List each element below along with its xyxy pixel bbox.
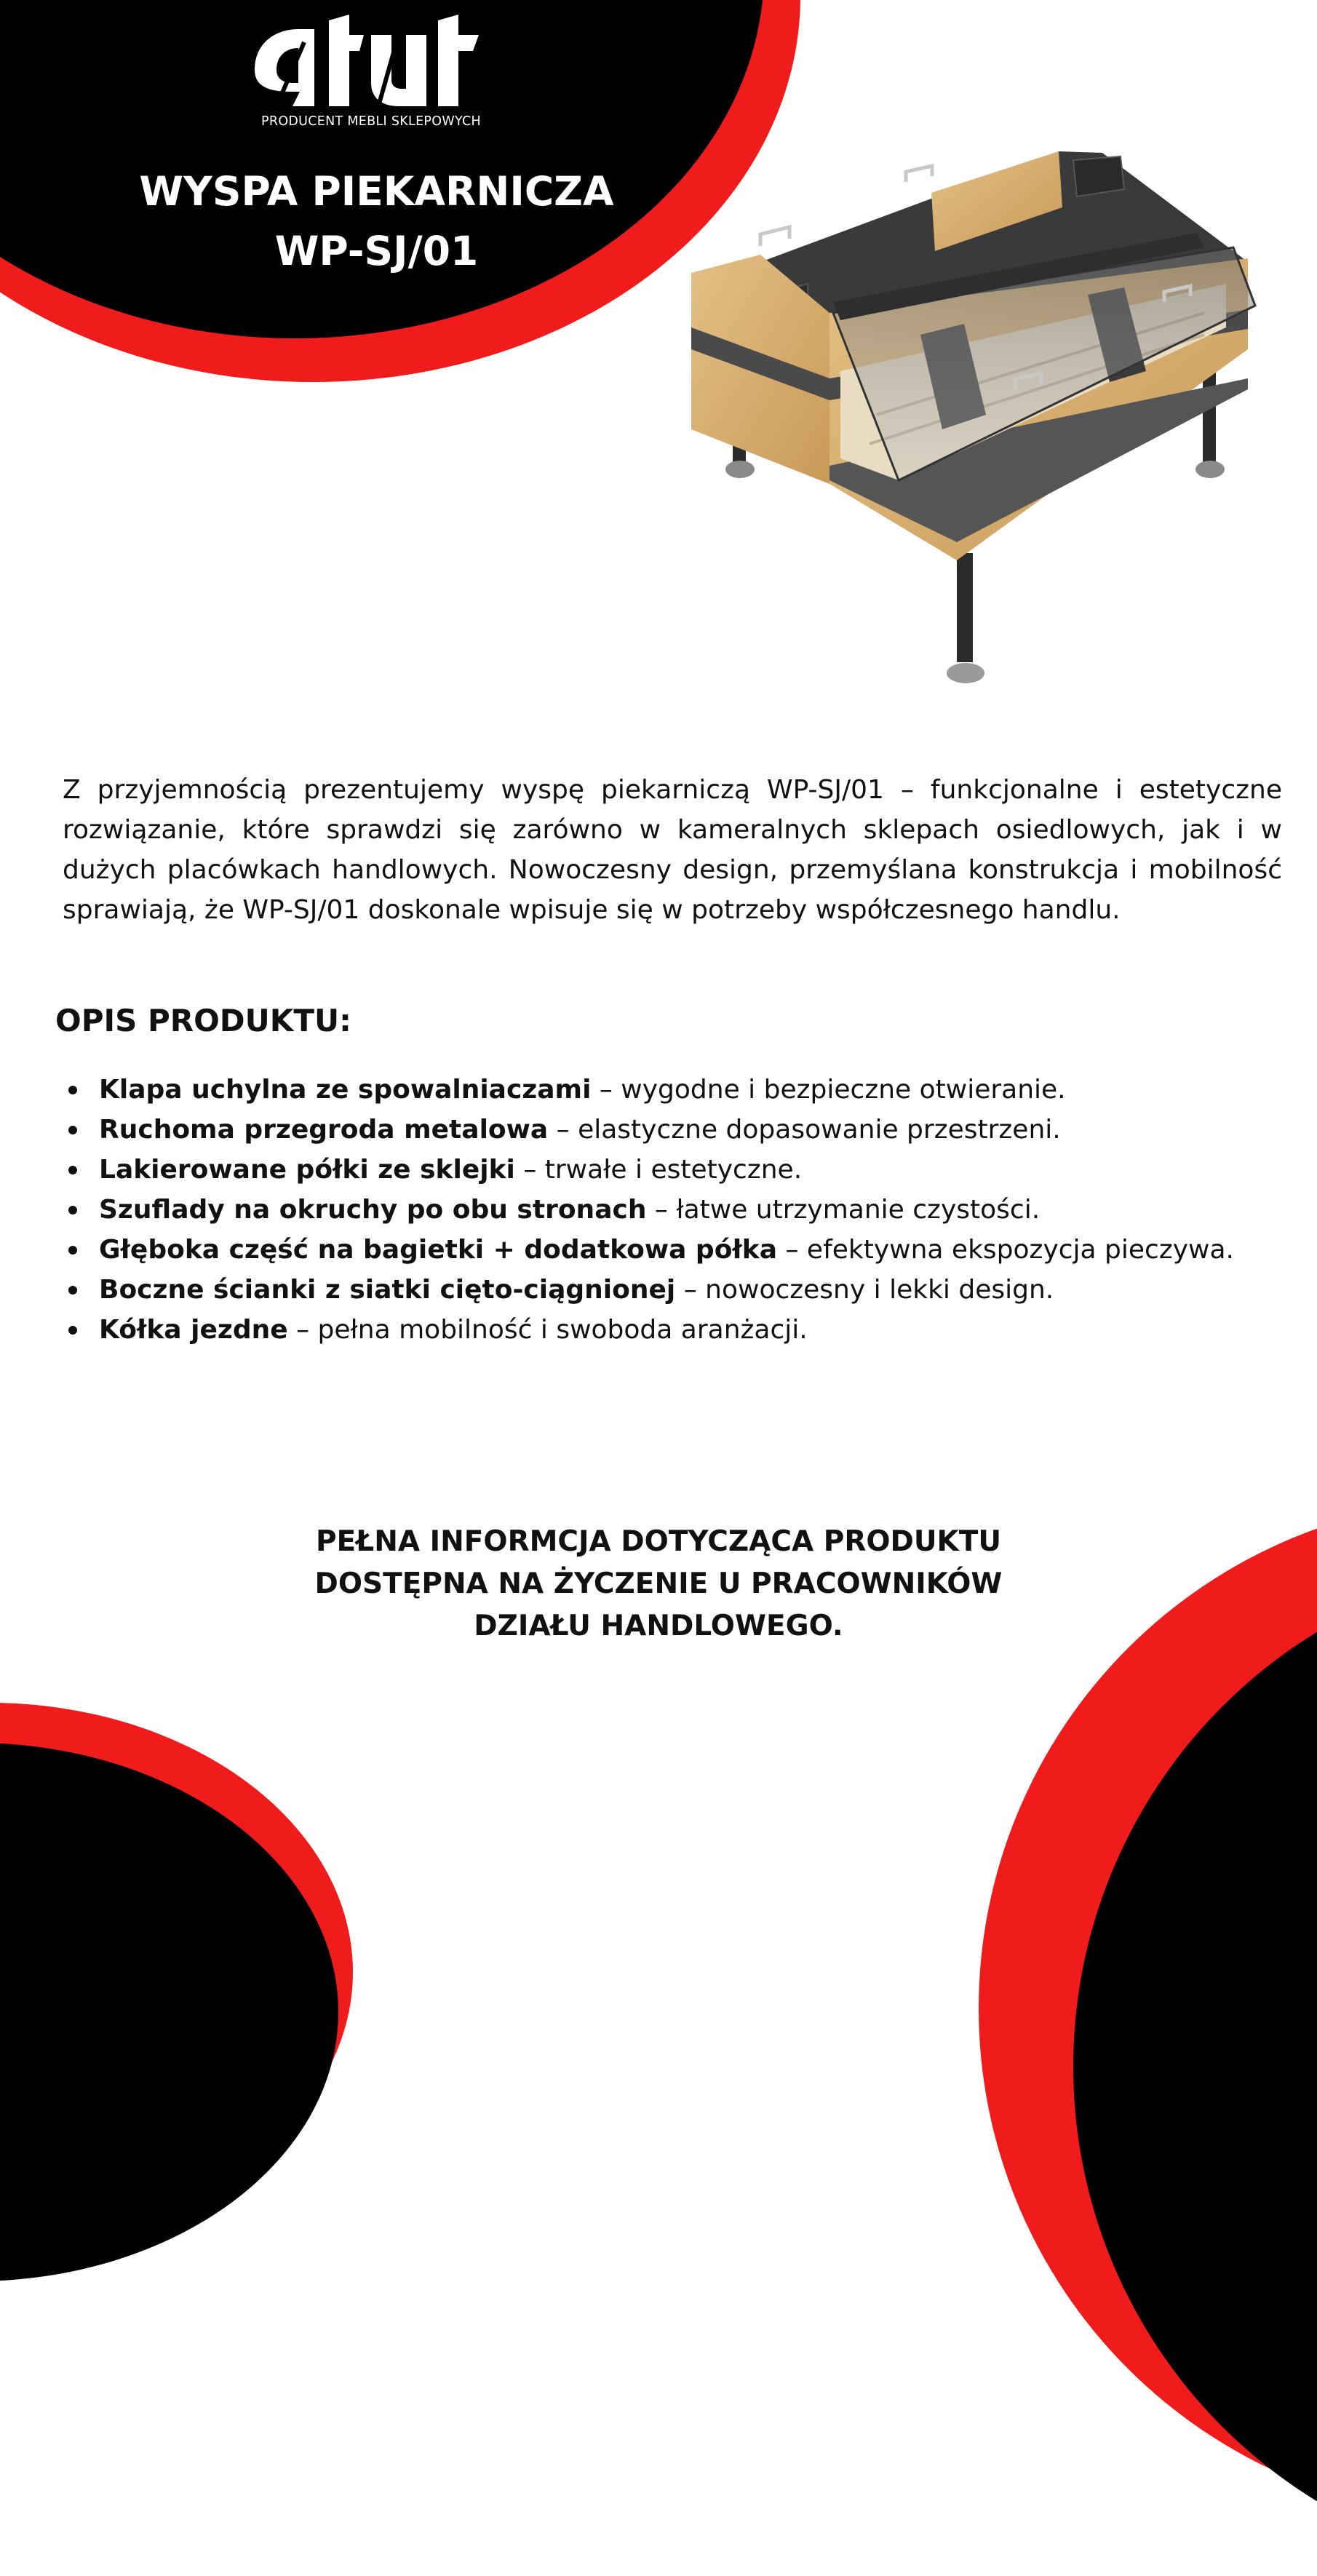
feature-item [63,1310,1292,1350]
intro-paragraph: Z przyjemnością prezentujemy wyspę piekarniczą WP-SJ/01 – funkcjonalne i estetyczne rozwiązanie, które sprawdzi się zarówno w kameralnych sklepach osiedlowych, jak i w dużych placówkach handlowych. Nowoczesny design, przemyślana konstrukcja i mobilność sprawiają, że WP-SJ/01 doskonale wpisuje się w potrzeby współczesnego handlu. [63,775,1282,925]
feature-name: Kółka jezdne [99,1315,288,1345]
feature-description: – wygodne i bezpieczne otwieranie. [591,1075,1066,1105]
feature-name: Głęboka część na bagietki + dodatkowa półka [99,1235,778,1265]
feature-description: – trwałe i estetyczne. [514,1155,803,1185]
feature-name: Klapa uchylna ze spowalniaczami [99,1075,592,1105]
feature-item [63,1230,1292,1270]
title-line-1: WYSPA PIEKARNICZA [139,168,614,215]
page-title [116,162,637,281]
feature-list [63,1070,1292,1350]
feature-item [63,1110,1292,1150]
feature-item [63,1190,1292,1230]
feature-item [63,1270,1292,1310]
feature-description: – nowoczesny i lekki design. [675,1275,1054,1305]
feature-item [63,1070,1292,1110]
feature-name: Boczne ścianki z siatki cięto-ciągnionej [99,1275,676,1305]
brand-tagline: PRODUCENT MEBLI SKLEPOWYCH [261,114,481,129]
feature-description: – pełna mobilność i swoboda aranżacji. [287,1315,808,1345]
title-line-2: WP-SJ/01 [274,228,479,274]
footer-note-line-2: DOSTĘPNA NA ŻYCZENIE U PRACOWNIKÓW [314,1567,1003,1600]
product-image [680,138,1262,706]
feature-name: Szuflady na okruchy po obu stronach [99,1195,647,1225]
footer-note-line-1: PEŁNA INFORMCJA DOTYCZĄCA PRODUKTU [315,1525,1002,1558]
section-heading: OPIS PRODUKTU: [55,1003,351,1038]
footer-note [240,1521,1077,1647]
feature-name: Ruchoma przegroda metalowa [99,1115,549,1145]
feature-description: – efektywna ekspozycja pieczywa. [777,1235,1234,1265]
feature-item [63,1150,1292,1190]
footer-note-line-3: DZIAŁU HANDLOWEGO. [474,1610,843,1642]
feature-description: – łatwe utrzymanie czystości. [646,1195,1041,1225]
feature-description: – elastyczne dopasowanie przestrzeni. [548,1115,1061,1145]
feature-name: Lakierowane półki ze sklejki [99,1155,515,1185]
